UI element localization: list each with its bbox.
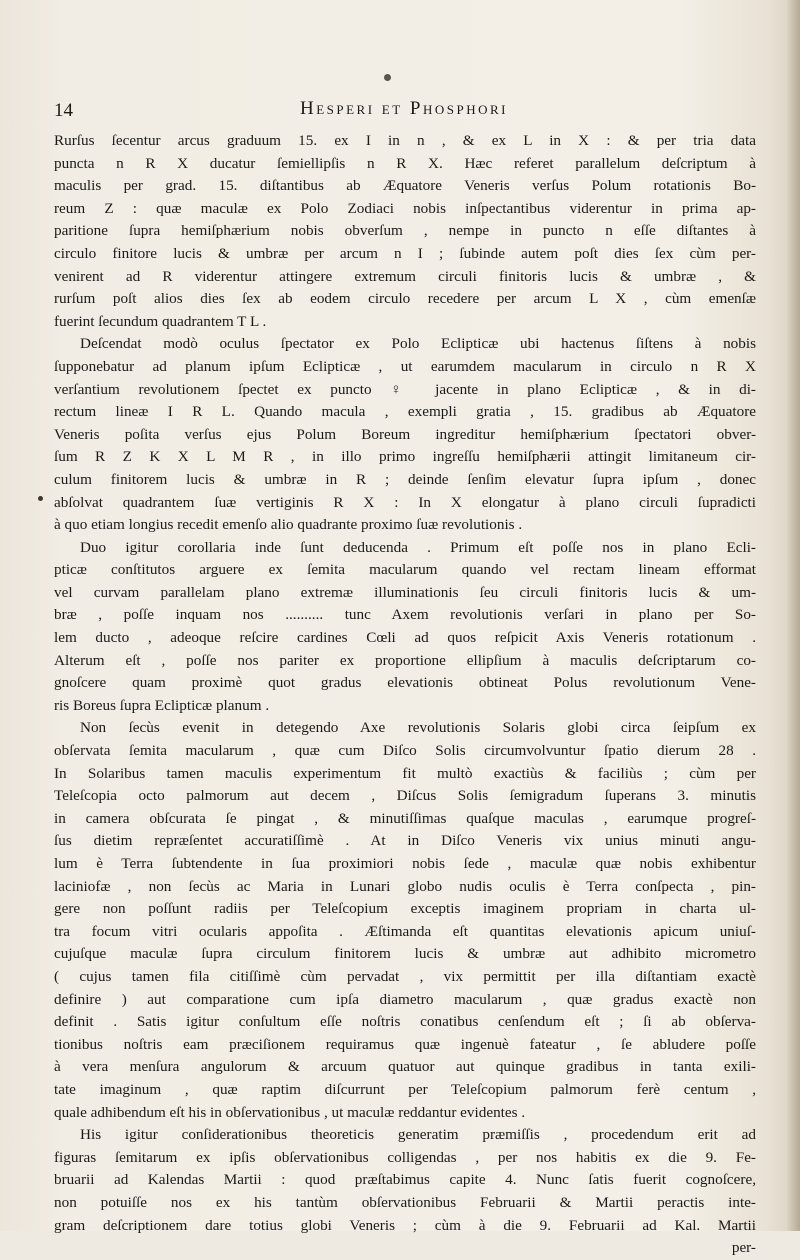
text-line: gnoſcere quam proximè quot gradus elevationis obtineat Polus revolutionum Vene- [54, 674, 756, 692]
text-line: culum finitorem lucis & umbræ in R ; deinde ſenſim elevatur ſupra ipſum , donec [54, 470, 756, 488]
text-line: à vera menſura angulorum & arcuum quatuor aut quinque gradibus in tanta exili- [54, 1058, 756, 1076]
text-line: gere non poſſunt radiis per Teleſcopium exceptis imaginem propriam in charta ul- [54, 900, 756, 918]
text-line: bruarii ad Kalendas Martii : quod præſtabimus capite 4. Nunc ſatis fuerit cognoſcere, [54, 1171, 756, 1189]
margin-ink-spot [38, 496, 43, 501]
text-line: His igitur conſiderationibus theoreticis generatim præmiſſis , procedendum erit ad [80, 1126, 756, 1144]
text-line: ſupponebatur ad planum ipſum Eclipticæ , ut earumdem macularum in circulo n R X [54, 357, 756, 375]
text-line: tra focum vitri ocularis appoſita . Æſtimanda eſt quantitas elevationis apicum uniuſ- [54, 922, 756, 940]
text-line: tate imaginum , quæ raptim diſcurrunt per Teleſcopium palmorum ferè centum , [54, 1080, 756, 1098]
text-line: Teleſcopia octo palmorum aut decem , Diſcus Solis ſemigradum ſuperans 3. minutis [54, 787, 756, 805]
text-line: In Solaribus tamen maculis experimentum fit multò exactiùs & faciliùs ; cùm per [54, 764, 756, 782]
text-line: cujuſque maculæ ſupra circulum finitorem lucis & umbræ aut adhibito micrometro [54, 945, 756, 963]
text-line: fuerint ſecundum quadrantem T L . [54, 312, 267, 330]
text-line: Alterum eſt , poſſe nos pariter ex proportione ellipſium à maculis deſcriptarum co- [54, 651, 756, 669]
text-line: reum Z : quæ maculæ ex Polo Zodiaci nobis inſpectantibus viderentur in prima ap- [54, 199, 756, 217]
text-line: bræ , poſſe inquam nos .......... tunc Axem revolutionis verſari in plano per So- [54, 606, 756, 624]
text-line: in camera obſcurata ſe pingat , & minutiſſimas quaſque maculas , earumque progreſ- [54, 809, 756, 827]
text-line: rurſum poſt alios dies ſex ab eodem circulo recedere per arcum L X , cùm emenſæ [54, 290, 756, 308]
text-line: Duo igitur corollaria inde ſunt deducenda . Primum eſt poſſe nos in plano Ecli- [80, 538, 756, 556]
text-line: ſum R Z K X L M R , in illo primo ingreſſu hemiſphærii attingit limitaneum cir- [54, 448, 756, 466]
text-line: non potuiſſe nos ex his tantùm obſervationibus Februarii & Martii peractis inte- [54, 1193, 756, 1211]
text-line: rectum lineæ I R L. Quando macula , exempli gratia , 15. gradibus ab Æquatore [54, 403, 756, 421]
text-line: puncta n R X ducatur ſemiellipſis n R X. Hæc referet parallelum deſcriptum à [54, 154, 756, 172]
text-line: circulo finitore lucis & umbræ per arcum n I ; ſubinde autem poſt dies ſex cùm per- [54, 244, 756, 262]
text-line: obſervata ſemita macularum , quæ cum Diſco Solis circumvolvuntur ſpatio dierum 28 . [54, 742, 756, 760]
text-line: maculis per grad. 15. diſtantibus ab Æquatore Veneris verſus Polum rotationis Bo- [54, 177, 756, 195]
text-line: Veneris poſita verſus ejus Polum Boreum ingreditur hemiſphærium ſpectatori obver- [54, 425, 756, 443]
text-line: verſantium revolutionem ſpectet ex puncto ♀ jacente in plano Eclipticæ , & in di- [54, 380, 756, 398]
text-line: laciniofæ , non ſecùs ac Maria in Lunari globo nudis oculis è Terra conſpecta , pin- [54, 877, 756, 895]
text-line: definire ) aut comparatione cum ipſa diametro macularum , quæ gradus exactè non [54, 990, 756, 1008]
page-header [54, 98, 754, 128]
running-title: Hesperi et Phosphori [299, 98, 509, 119]
text-line: lum è Terra ſubtendente in ſua proximiori nobis ſede , maculæ quæ nobis exhibentur [54, 855, 756, 872]
text-line: vel curvam parallelam plano extremæ illuminationis ſeu circuli finitoris lucis & um- [54, 583, 756, 601]
text-line: pticæ conſtitutos arguere ex ſemita macularum quando vel rectam lineam efformat [54, 561, 756, 579]
ink-dot [384, 74, 391, 81]
body-text [54, 130, 756, 1260]
page-gutter-shadow [786, 0, 800, 1231]
text-line: lem ducto , adeoque reſcire cardines Cœli ad quos reſpicit Axis Veneris rotationum . [54, 629, 756, 647]
text-line: quale adhibendum eſt his in obſervationibus , ut maculæ reddantur evidentes . [54, 1103, 526, 1121]
text-line: abſolvat quadrantem ſuæ vertiginis R X : In X elongatur à plano circuli ſupradicti [54, 493, 756, 511]
text-line: Rurſus ſecentur arcus graduum 15. ex I in n , & ex L in X : & per tria data [54, 132, 756, 149]
text-line: figuras ſemitarum ex ipſis obſervationibus colligendas , per nos habitis ex die 9. Fe- [54, 1148, 756, 1166]
text-line: tionibus noſtris eam præciſionem requiramus quæ ingenuè fateatur , ſe abludere poſſe [54, 1035, 756, 1053]
text-line: à quo etiam longius recedit emenſo alio quadrante proximo ſuæ revolutionis . [54, 516, 523, 534]
text-line: definit . Satis igitur conſultum eſſe noſtris conatibus cenſendum eſt ; ſi ab obſerva- [54, 1013, 756, 1031]
page-number: 14 [54, 100, 73, 121]
text-line: gram deſcriptionem dare totius globi Veneris ; cùm à die 9. Februarii ad Kal. Martii [54, 1216, 756, 1234]
text-line: Non ſecùs evenit in detegendo Axe revolutionis Solaris globi circa ſeipſum ex [80, 719, 756, 737]
catchword: per- [731, 1239, 756, 1257]
text-line: ſus dietim repræſentet accuratiſſimè . At in Diſco Veneris vix unius minuti angu- [54, 832, 756, 850]
text-line: paritione ſupra hemiſphærium nobis obverſum , nempe in puncto n eſſe diſtantes à [54, 222, 756, 240]
text-line: ( cujus tamen fila citiſſimè cùm pervadat , vix permittit per illa diſtantiam exactè [54, 967, 756, 985]
text-line: Deſcendat modò oculus ſpectator ex Polo Eclipticæ ubi hactenus ſiſtens à nobis [80, 335, 756, 353]
text-line: ris Boreus ſupra Eclipticæ planum . [54, 696, 270, 714]
text-line: venirent ad R viderentur attingere extremum circuli finitoris lucis & umbræ , & [54, 267, 756, 285]
